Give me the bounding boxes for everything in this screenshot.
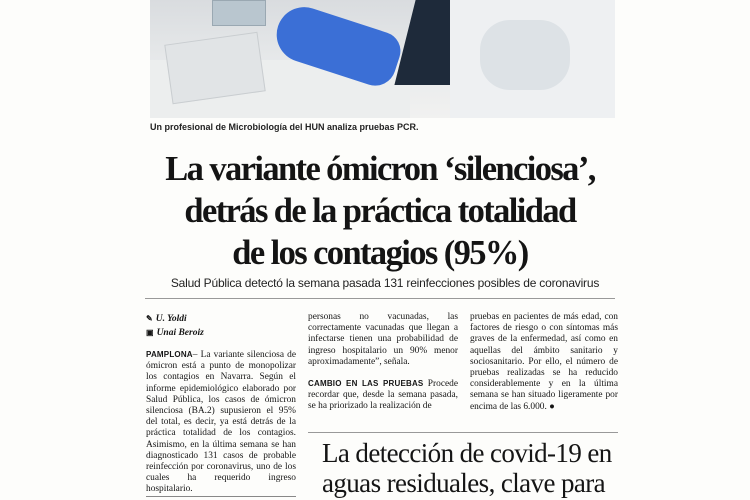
article-column-1 bbox=[146, 349, 296, 496]
headline bbox=[140, 148, 620, 274]
divider-rule bbox=[145, 298, 615, 299]
secondary-divider bbox=[308, 432, 618, 433]
sample-tray bbox=[212, 0, 266, 26]
byline bbox=[146, 312, 204, 340]
photo-caption: Un profesional de Microbiología del HUN analiza pruebas PCR. bbox=[150, 122, 419, 132]
secondary-headline-line: La detección de covid-19 en bbox=[322, 438, 612, 468]
headline-line: La variante ómicron ‘silenciosa’, bbox=[165, 150, 595, 188]
paragraph bbox=[308, 378, 458, 413]
secondary-headline bbox=[322, 438, 622, 498]
column-text: pruebas en pacientes de más edad, con factores de riesgo o con síntomas más graves de la enfermedad, así como en aquellas del ámbito sanitario y sociosanitario. Por ello, el número de pruebas realizadas se ha reducido considerablemente y en la última semana se han situado ligeramente por encima de las 6.000. ● bbox=[470, 312, 618, 412]
pcr-lab-photo bbox=[150, 0, 615, 118]
dateline: PAMPLONA bbox=[146, 350, 193, 359]
secondary-headline-line: aguas residuales, clave para bbox=[322, 468, 606, 498]
lab-coat-fold bbox=[480, 20, 570, 90]
article-column-3 bbox=[470, 312, 618, 413]
column-end-rule bbox=[146, 496, 296, 497]
author-line bbox=[146, 326, 204, 340]
column-text: personas no vacunadas, las correctamente vacunadas que llegan a infectarse tienen una probabilidad de ingreso hospitalario un 90% menor aproximadamente”, señala. bbox=[308, 312, 458, 367]
subheadline: Salud Pública detectó la semana pasada 131 reinfecciones posibles de coronavirus bbox=[170, 276, 600, 290]
camera-icon: ▣ bbox=[146, 328, 154, 337]
section-lead: CAMBIO EN LAS PRUEBAS bbox=[308, 379, 424, 389]
author-line bbox=[146, 312, 204, 326]
column-text: – La variante silenciosa de ómicron está a punto de monopolizar los contagios en Navarra. Según el informe epidemiológico elaborado por Salud Pública, los casos de ómicron silenciosa (BA.2) supusieron el 95% del total, es decir, ya está detrás de la práctica totalidad de los contagios. Asimismo, en la última semana se han diagnosticado 131 casos de probable reinfección por coronavirus, uno de los cuales ha requerido ingreso hospitalario. bbox=[146, 350, 296, 495]
headline-line: de los contagios (95%) bbox=[232, 234, 528, 272]
headline-line: detrás de la práctica totalidad bbox=[184, 192, 576, 230]
article-column-2 bbox=[308, 312, 458, 413]
author-name: Unai Beroiz bbox=[156, 328, 204, 338]
column-text: Procede recordar que, desde la semana pasada, se ha priorizado la realización de bbox=[308, 379, 458, 412]
pen-icon: ✎ bbox=[146, 314, 153, 323]
author-name: U. Yoldi bbox=[155, 314, 187, 324]
